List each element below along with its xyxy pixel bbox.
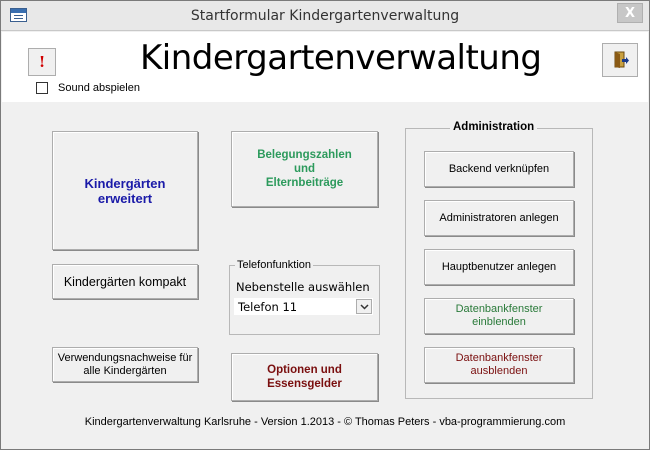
telefon-group-label: Telefonfunktion [237, 259, 311, 271]
hauptbenutzer-anlegen-button[interactable]: Hauptbenutzer anlegen [424, 249, 574, 285]
nebenstelle-value: Telefon 11 [238, 300, 298, 314]
exclamation-icon: ! [38, 53, 46, 71]
sound-toggle[interactable] [36, 81, 140, 95]
nebenstelle-select[interactable] [234, 298, 373, 315]
window-title: Startformular Kindergartenverwaltung [190, 8, 460, 24]
belegungszahlen-button[interactable]: Belegungszahlen und Elternbeiträge [231, 131, 378, 207]
administration-group-label: Administration [450, 121, 537, 133]
exit-door-icon [610, 50, 630, 70]
alert-button[interactable] [28, 48, 56, 76]
title-bar [1, 1, 649, 31]
backend-verknuepfen-button[interactable]: Backend verknüpfen [424, 151, 574, 187]
close-button[interactable]: X [617, 3, 643, 23]
footer-text: Kindergartenverwaltung Karlsruhe - Version 1.2013 - © Thomas Peters - vba-programmierung.com [84, 416, 566, 428]
administratoren-anlegen-button[interactable]: Administratoren anlegen [424, 200, 574, 236]
nebenstelle-label: Nebenstelle auswählen [236, 280, 370, 294]
dropdown-button[interactable] [356, 299, 372, 314]
kindergaerten-erweitert-button[interactable]: Kindergärten erweitert [52, 131, 198, 250]
optionen-button[interactable]: Optionen und Essensgelder [231, 353, 378, 401]
datenbankfenster-einblenden-button[interactable]: Datenbankfenster einblenden [424, 298, 574, 334]
datenbankfenster-ausblenden-button[interactable]: Datenbankfenster ausblenden [424, 347, 574, 383]
sound-checkbox[interactable] [36, 82, 48, 94]
header [2, 32, 648, 102]
verwendungsnachweise-button[interactable]: Verwendungsnachweise für alle Kindergärten [52, 347, 198, 382]
page-title: Kindergartenverwaltung [140, 38, 542, 78]
kindergaerten-kompakt-button[interactable]: Kindergärten kompakt [52, 264, 198, 299]
sound-label: Sound abspielen [58, 82, 140, 94]
chevron-down-icon [360, 304, 369, 310]
exit-button[interactable] [602, 43, 638, 77]
telefon-group [229, 259, 380, 335]
